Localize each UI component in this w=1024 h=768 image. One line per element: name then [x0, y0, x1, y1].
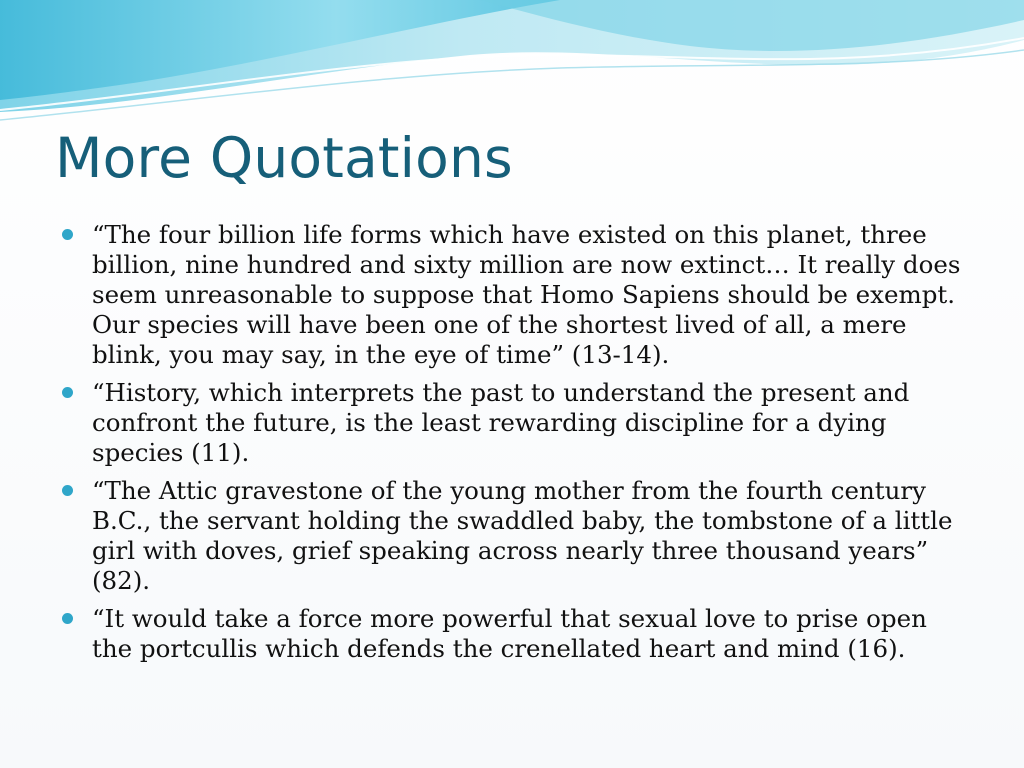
header-wave-decoration: [0, 0, 1024, 130]
slide-title: More Quotations: [55, 126, 513, 190]
quote-text: “The four billion life forms which have existed on this planet, three billion, nine hundred and sixty million are now extinct… It really does seem unreasonable to suppose that Homo Sapiens should be exempt. Our species will have been one of the shortest lived of all, a mere blink, you may say, in the eye of time” (13-14).: [92, 220, 961, 369]
quote-item: [62, 220, 967, 370]
quote-text: “History, which interprets the past to understand the present and confront the future, is the least rewarding discipline for a dying species (11).: [92, 378, 910, 467]
quote-item: [62, 378, 967, 468]
bullet-icon: [62, 613, 73, 624]
bullet-icon: [62, 485, 73, 496]
quote-item: [62, 476, 967, 596]
quote-item: [62, 604, 967, 664]
bullet-icon: [62, 387, 73, 398]
bullet-icon: [62, 229, 73, 240]
quotation-list: [62, 220, 967, 672]
quote-text: “It would take a force more powerful that sexual love to prise open the portcullis which defends the crenellated heart and mind (16).: [92, 604, 927, 663]
quote-text: “The Attic gravestone of the young mother from the fourth century B.C., the servant holding the swaddled baby, the tombstone of a little girl with doves, grief speaking across nearly three thousand years” (82).: [92, 476, 953, 595]
